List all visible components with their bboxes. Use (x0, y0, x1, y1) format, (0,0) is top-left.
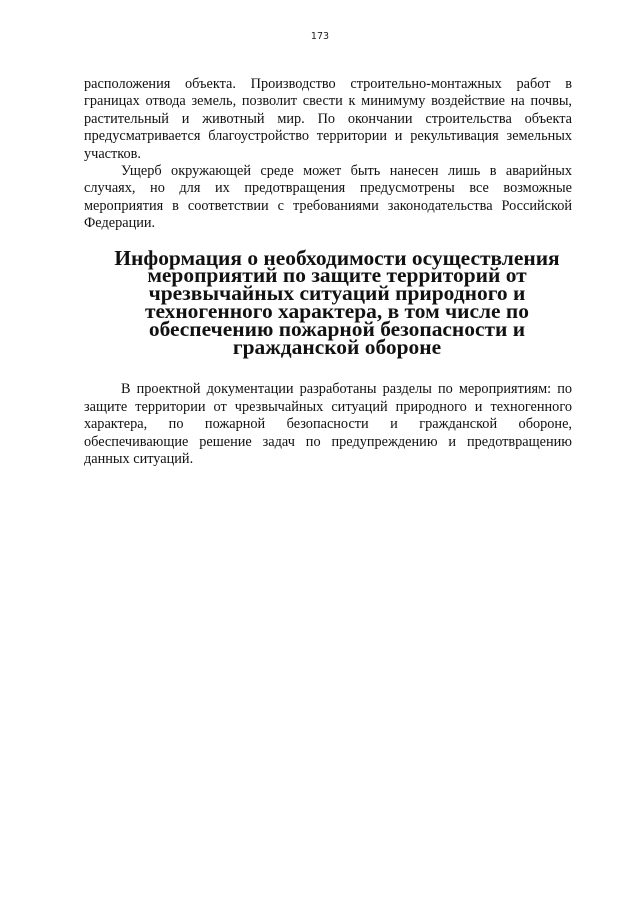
page-number: 173 (310, 31, 330, 42)
paragraph-emergency-measures: В проектной документации разработаны разделы по мероприятиям: по защите территории от чрезвычайных ситуаций природного и техногенного характера, по пожарной безопасности и гражданской обороне, обеспечивающие решение задач по предупреждению и предотвращению данных ситуаций. (84, 381, 572, 468)
paragraph-construction-impact: расположения объекта. Производство строительно-монтажных работ в границах отвода земель, позволит свести к минимуму воздействие на почвы, растительный и животный мир. По окончании строительства объекта предусматривается благоустройство территории и рекультивация земельных участков. (84, 76, 572, 162)
section-heading: Информация о необходимости осуществления мероприятий по защите территорий от чрезвычайных ситуаций природного и техногенного характера, в том числе по обеспечению пожарной безопасности и гражданской обороне (114, 245, 560, 359)
document-body (84, 76, 572, 468)
paragraph-environmental-damage: Ущерб окружающей среде может быть нанесен лишь в аварийных случаях, но для их предотвращения предусмотрены все возможные мероприятия в соответствии с требованиями законодательства Российской Федерации. (84, 163, 572, 232)
